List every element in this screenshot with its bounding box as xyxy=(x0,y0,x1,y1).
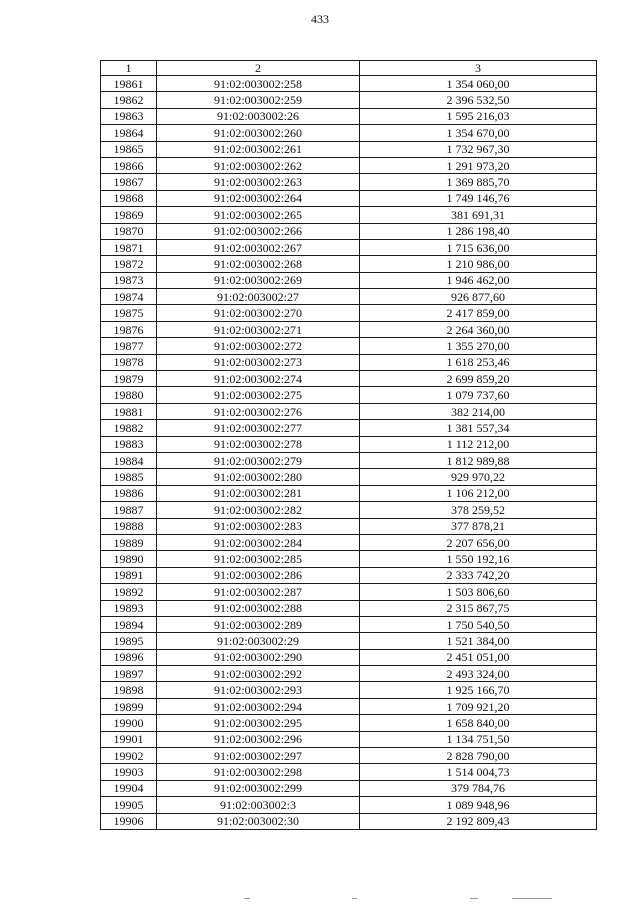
table-row xyxy=(101,698,597,714)
table-row xyxy=(101,682,597,698)
row-index-cell: 19873 xyxy=(101,272,157,288)
row-index-cell: 19887 xyxy=(101,502,157,518)
cadastral-number-cell: 91:02:003002:264 xyxy=(157,190,360,206)
table-row xyxy=(101,321,597,337)
cadastral-value-cell: 1 286 198,40 xyxy=(360,223,597,239)
cadastral-value-cell: 1 925 166,70 xyxy=(360,682,597,698)
cadastral-value-cell: 1 618 253,46 xyxy=(360,354,597,370)
cadastral-value-cell: 1 749 146,76 xyxy=(360,190,597,206)
cadastral-number-cell: 91:02:003002:258 xyxy=(157,76,360,92)
row-index-cell: 19861 xyxy=(101,76,157,92)
cadastral-number-cell: 91:02:003002:297 xyxy=(157,748,360,764)
table-row xyxy=(101,666,597,682)
table-row xyxy=(101,272,597,288)
row-index-cell: 19896 xyxy=(101,649,157,665)
cadastral-value-cell: 377 878,21 xyxy=(360,518,597,534)
cadastral-value-cell: 1 354 670,00 xyxy=(360,125,597,141)
cadastral-number-cell: 91:02:003002:282 xyxy=(157,502,360,518)
row-index-cell: 19882 xyxy=(101,420,157,436)
row-index-cell: 19876 xyxy=(101,321,157,337)
cadastral-number-cell: 91:02:003002:262 xyxy=(157,157,360,173)
row-index-cell: 19892 xyxy=(101,584,157,600)
table-row xyxy=(101,600,597,616)
cadastral-value-cell: 2 699 859,20 xyxy=(360,371,597,387)
cadastral-number-cell: 91:02:003002:263 xyxy=(157,174,360,190)
cadastral-value-cell: 1 503 806,60 xyxy=(360,584,597,600)
cadastral-number-cell: 91:02:003002:269 xyxy=(157,272,360,288)
row-index-cell: 19899 xyxy=(101,698,157,714)
cadastral-number-cell: 91:02:003002:285 xyxy=(157,551,360,567)
cadastral-number-cell: 91:02:003002:292 xyxy=(157,666,360,682)
row-index-cell: 19862 xyxy=(101,92,157,108)
cadastral-number-cell: 91:02:003002:267 xyxy=(157,239,360,255)
cadastral-value-cell: 2 333 742,20 xyxy=(360,567,597,583)
scan-edge-marks xyxy=(0,892,640,904)
row-index-cell: 19874 xyxy=(101,289,157,305)
cadastral-value-cell: 1 550 192,16 xyxy=(360,551,597,567)
cadastral-value-cell: 1 112 212,00 xyxy=(360,436,597,452)
table-row xyxy=(101,452,597,468)
cadastral-number-cell: 91:02:003002:290 xyxy=(157,649,360,665)
table-row xyxy=(101,567,597,583)
table-row xyxy=(101,354,597,370)
row-index-cell: 19870 xyxy=(101,223,157,239)
row-index-cell: 19865 xyxy=(101,141,157,157)
row-index-cell: 19878 xyxy=(101,354,157,370)
table-row xyxy=(101,469,597,485)
cadastral-number-cell: 91:02:003002:266 xyxy=(157,223,360,239)
cadastral-value-cell: 1 658 840,00 xyxy=(360,715,597,731)
cadastral-number-cell: 91:02:003002:286 xyxy=(157,567,360,583)
cadastral-value-table xyxy=(100,60,597,830)
row-index-cell: 19869 xyxy=(101,207,157,223)
row-index-cell: 19867 xyxy=(101,174,157,190)
cadastral-number-cell: 91:02:003002:278 xyxy=(157,436,360,452)
cadastral-number-cell: 91:02:003002:281 xyxy=(157,485,360,501)
row-index-cell: 19884 xyxy=(101,452,157,468)
row-index-cell: 19889 xyxy=(101,534,157,550)
row-index-cell: 19863 xyxy=(101,108,157,124)
cadastral-value-cell: 1 354 060,00 xyxy=(360,76,597,92)
row-index-cell: 19904 xyxy=(101,780,157,796)
table-row xyxy=(101,534,597,550)
row-index-cell: 19875 xyxy=(101,305,157,321)
cadastral-number-cell: 91:02:003002:268 xyxy=(157,256,360,272)
row-index-cell: 19897 xyxy=(101,666,157,682)
row-index-cell: 19900 xyxy=(101,715,157,731)
table-row xyxy=(101,174,597,190)
table-row xyxy=(101,125,597,141)
table-header-row xyxy=(101,61,597,76)
table-row xyxy=(101,289,597,305)
cadastral-value-cell: 1 709 921,20 xyxy=(360,698,597,714)
row-index-cell: 19906 xyxy=(101,813,157,829)
table-row xyxy=(101,256,597,272)
cadastral-number-cell: 91:02:003002:296 xyxy=(157,731,360,747)
row-index-cell: 19886 xyxy=(101,485,157,501)
cadastral-number-cell: 91:02:003002:3 xyxy=(157,797,360,813)
cadastral-value-cell: 2 207 656,00 xyxy=(360,534,597,550)
table-row xyxy=(101,371,597,387)
table-row xyxy=(101,92,597,108)
cadastral-value-cell: 381 691,31 xyxy=(360,207,597,223)
cadastral-number-cell: 91:02:003002:299 xyxy=(157,780,360,796)
cadastral-number-cell: 91:02:003002:261 xyxy=(157,141,360,157)
table-row xyxy=(101,485,597,501)
table-row xyxy=(101,780,597,796)
row-index-cell: 19881 xyxy=(101,403,157,419)
cadastral-value-cell: 2 396 532,50 xyxy=(360,92,597,108)
cadastral-number-cell: 91:02:003002:295 xyxy=(157,715,360,731)
cadastral-number-cell: 91:02:003002:294 xyxy=(157,698,360,714)
row-index-cell: 19877 xyxy=(101,338,157,354)
table-row xyxy=(101,797,597,813)
table-row xyxy=(101,338,597,354)
cadastral-value-cell: 1 381 557,34 xyxy=(360,420,597,436)
row-index-cell: 19894 xyxy=(101,616,157,632)
cadastral-value-cell: 2 451 051,00 xyxy=(360,649,597,665)
cadastral-value-cell: 379 784,76 xyxy=(360,780,597,796)
row-index-cell: 19888 xyxy=(101,518,157,534)
cadastral-value-cell: 1 210 986,00 xyxy=(360,256,597,272)
cadastral-number-cell: 91:02:003002:26 xyxy=(157,108,360,124)
row-index-cell: 19895 xyxy=(101,633,157,649)
page-number: 433 xyxy=(311,12,329,26)
cadastral-value-cell: 382 214,00 xyxy=(360,403,597,419)
cadastral-value-cell: 1 291 973,20 xyxy=(360,157,597,173)
table-body xyxy=(101,76,597,830)
cadastral-value-cell: 2 192 809,43 xyxy=(360,813,597,829)
row-index-cell: 19891 xyxy=(101,567,157,583)
table-row xyxy=(101,76,597,92)
row-index-cell: 19905 xyxy=(101,797,157,813)
column-header-value: 3 xyxy=(360,61,597,76)
table-row xyxy=(101,108,597,124)
cadastral-value-cell: 1 521 384,00 xyxy=(360,633,597,649)
table-row xyxy=(101,813,597,829)
table-row xyxy=(101,748,597,764)
table-row xyxy=(101,633,597,649)
row-index-cell: 19879 xyxy=(101,371,157,387)
cadastral-value-cell: 1 089 948,96 xyxy=(360,797,597,813)
row-index-cell: 19880 xyxy=(101,387,157,403)
cadastral-number-cell: 91:02:003002:276 xyxy=(157,403,360,419)
cadastral-value-cell: 2 417 859,00 xyxy=(360,305,597,321)
cadastral-value-cell: 2 493 324,00 xyxy=(360,666,597,682)
cadastral-number-cell: 91:02:003002:259 xyxy=(157,92,360,108)
cadastral-value-cell: 2 828 790,00 xyxy=(360,748,597,764)
row-index-cell: 19898 xyxy=(101,682,157,698)
row-index-cell: 19866 xyxy=(101,157,157,173)
cadastral-number-cell: 91:02:003002:284 xyxy=(157,534,360,550)
cadastral-number-cell: 91:02:003002:27 xyxy=(157,289,360,305)
table-row xyxy=(101,239,597,255)
cadastral-value-cell: 1 355 270,00 xyxy=(360,338,597,354)
cadastral-value-cell: 2 264 360,00 xyxy=(360,321,597,337)
table-row xyxy=(101,305,597,321)
cadastral-value-cell: 1 812 989,88 xyxy=(360,452,597,468)
cadastral-value-cell: 1 715 636,00 xyxy=(360,239,597,255)
cadastral-value-cell: 1 106 212,00 xyxy=(360,485,597,501)
table-row xyxy=(101,141,597,157)
table-row xyxy=(101,157,597,173)
cadastral-number-cell: 91:02:003002:277 xyxy=(157,420,360,436)
cadastral-value-cell: 378 259,52 xyxy=(360,502,597,518)
row-index-cell: 19883 xyxy=(101,436,157,452)
cadastral-number-cell: 91:02:003002:274 xyxy=(157,371,360,387)
cadastral-number-cell: 91:02:003002:298 xyxy=(157,764,360,780)
table-row xyxy=(101,207,597,223)
table-row xyxy=(101,518,597,534)
cadastral-number-cell: 91:02:003002:271 xyxy=(157,321,360,337)
row-index-cell: 19901 xyxy=(101,731,157,747)
row-index-cell: 19903 xyxy=(101,764,157,780)
row-index-cell: 19872 xyxy=(101,256,157,272)
cadastral-value-cell: 1 595 216,03 xyxy=(360,108,597,124)
row-index-cell: 19864 xyxy=(101,125,157,141)
table-row xyxy=(101,403,597,419)
table-row xyxy=(101,731,597,747)
cadastral-value-cell: 1 079 737,60 xyxy=(360,387,597,403)
column-header-index: 1 xyxy=(101,61,157,76)
table-row xyxy=(101,420,597,436)
cadastral-number-cell: 91:02:003002:293 xyxy=(157,682,360,698)
table-row xyxy=(101,551,597,567)
table-row xyxy=(101,715,597,731)
row-index-cell: 19885 xyxy=(101,469,157,485)
cadastral-value-cell: 1 134 751,50 xyxy=(360,731,597,747)
row-index-cell: 19893 xyxy=(101,600,157,616)
cadastral-number-cell: 91:02:003002:273 xyxy=(157,354,360,370)
cadastral-value-cell: 1 750 540,50 xyxy=(360,616,597,632)
cadastral-value-cell: 1 732 967,30 xyxy=(360,141,597,157)
row-index-cell: 19902 xyxy=(101,748,157,764)
table-row xyxy=(101,387,597,403)
cadastral-value-cell: 2 315 867,75 xyxy=(360,600,597,616)
table-row xyxy=(101,190,597,206)
table-row xyxy=(101,649,597,665)
cadastral-number-cell: 91:02:003002:270 xyxy=(157,305,360,321)
cadastral-number-cell: 91:02:003002:283 xyxy=(157,518,360,534)
cadastral-value-cell: 929 970,22 xyxy=(360,469,597,485)
cadastral-value-cell: 1 369 885,70 xyxy=(360,174,597,190)
column-header-cadastral-number: 2 xyxy=(157,61,360,76)
table-row xyxy=(101,436,597,452)
cadastral-number-cell: 91:02:003002:265 xyxy=(157,207,360,223)
row-index-cell: 19890 xyxy=(101,551,157,567)
cadastral-number-cell: 91:02:003002:279 xyxy=(157,452,360,468)
cadastral-value-cell: 926 877,60 xyxy=(360,289,597,305)
cadastral-number-cell: 91:02:003002:30 xyxy=(157,813,360,829)
row-index-cell: 19871 xyxy=(101,239,157,255)
table-row xyxy=(101,223,597,239)
table-row xyxy=(101,616,597,632)
cadastral-value-cell: 1 514 004,73 xyxy=(360,764,597,780)
cadastral-number-cell: 91:02:003002:288 xyxy=(157,600,360,616)
row-index-cell: 19868 xyxy=(101,190,157,206)
cadastral-number-cell: 91:02:003002:29 xyxy=(157,633,360,649)
cadastral-number-cell: 91:02:003002:289 xyxy=(157,616,360,632)
cadastral-value-cell: 1 946 462,00 xyxy=(360,272,597,288)
table-row xyxy=(101,502,597,518)
table-row xyxy=(101,584,597,600)
cadastral-number-cell: 91:02:003002:260 xyxy=(157,125,360,141)
cadastral-number-cell: 91:02:003002:272 xyxy=(157,338,360,354)
cadastral-number-cell: 91:02:003002:287 xyxy=(157,584,360,600)
table-row xyxy=(101,764,597,780)
cadastral-number-cell: 91:02:003002:275 xyxy=(157,387,360,403)
cadastral-number-cell: 91:02:003002:280 xyxy=(157,469,360,485)
